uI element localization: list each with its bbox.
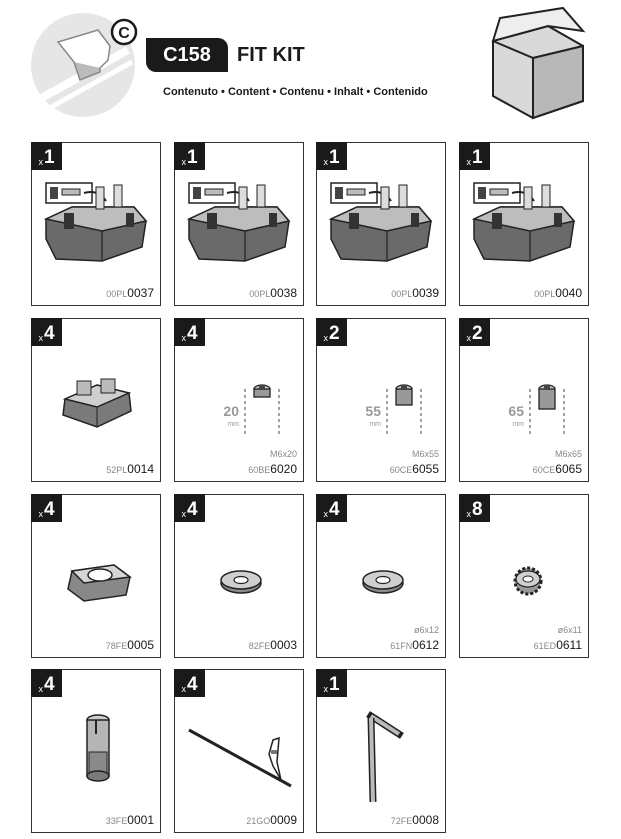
mm-unit-label: mm (512, 421, 524, 428)
part-code-prefix: 61FN (390, 641, 413, 651)
quantity-badge: x 4 (31, 494, 62, 522)
part-code-number: 0040 (555, 286, 582, 300)
kit-item-card (31, 318, 161, 482)
part-code-prefix: 61ED (533, 641, 557, 651)
quantity-badge: x 4 (174, 318, 205, 346)
mm-unit-label: mm (227, 421, 239, 428)
part-code (249, 638, 297, 652)
circle-letter: C (118, 25, 130, 42)
part-code (106, 638, 154, 652)
part-code (106, 462, 154, 476)
part-code-number: 6065 (555, 462, 582, 476)
part-code-prefix: 21GO (246, 816, 271, 826)
part-code-number: 0003 (270, 638, 297, 652)
quantity-badge: x 4 (174, 494, 205, 522)
quantity-value: 4 (186, 674, 198, 695)
part-code (391, 286, 439, 300)
part-code (391, 813, 439, 827)
part-code-prefix: 52PL (106, 465, 128, 475)
kit-item-card (174, 494, 304, 658)
part-code-number: 0039 (412, 286, 439, 300)
part-code (534, 286, 582, 300)
part-code (534, 638, 582, 652)
part-code-number: 0037 (127, 286, 154, 300)
part-code-prefix: 60CE (389, 465, 413, 475)
quantity-badge: x 4 (316, 494, 347, 522)
part-code (246, 813, 297, 827)
roof-rack-foot-logo (28, 10, 138, 120)
part-code-number: 0612 (412, 638, 439, 652)
part-code-prefix: 72FE (390, 816, 413, 826)
bolt-length-label: 20 (223, 403, 239, 419)
quantity-badge: x 1 (174, 142, 205, 170)
part-code (248, 462, 297, 476)
quantity-value: 4 (43, 323, 55, 344)
item-spec: M6x65 (554, 449, 582, 459)
part-code-number: 0008 (412, 813, 439, 827)
kit-item-card (31, 142, 161, 306)
quantity-value: 1 (471, 147, 483, 168)
kit-title: FIT KIT (237, 44, 305, 66)
kit-box-illustration (478, 6, 598, 126)
part-code-prefix: 00PL (391, 289, 413, 299)
kit-item-card (459, 142, 589, 306)
quantity-badge: x 1 (316, 142, 347, 170)
kit-item-card (31, 494, 161, 658)
part-code (533, 462, 582, 476)
part-code-number: 0001 (127, 813, 154, 827)
quantity-value: 2 (471, 323, 483, 344)
kit-item-card (316, 142, 446, 306)
kit-item-card (316, 669, 446, 833)
part-code (106, 286, 154, 300)
quantity-value: 1 (328, 674, 340, 695)
part-code-number: 0005 (127, 638, 154, 652)
part-code (249, 286, 297, 300)
item-spec: ø6x12 (413, 625, 439, 635)
quantity-value: 8 (471, 499, 483, 520)
part-code-prefix: 33FE (105, 816, 128, 826)
kit-item-card (31, 669, 161, 833)
mm-unit-label: mm (369, 421, 381, 428)
part-code (390, 638, 439, 652)
quantity-value: 1 (186, 147, 198, 168)
part-code-number: 0009 (270, 813, 297, 827)
item-spec: M6x55 (411, 449, 439, 459)
kit-item-card (174, 142, 304, 306)
quantity-badge: x 4 (31, 669, 62, 697)
quantity-value: 4 (186, 323, 198, 344)
kit-item-card (316, 494, 446, 658)
part-code-prefix: 60BE (248, 465, 271, 475)
quantity-value: 1 (43, 147, 55, 168)
part-code-prefix: 00PL (249, 289, 271, 299)
quantity-badge: x 1 (31, 142, 62, 170)
part-code-prefix: 00PL (106, 289, 128, 299)
bolt-length-label: 65 (508, 403, 524, 419)
quantity-value: 1 (328, 147, 340, 168)
part-code-number: 0014 (127, 462, 154, 476)
kit-item-card (174, 669, 304, 833)
quantity-value: 4 (43, 499, 55, 520)
quantity-badge: x 2 (459, 318, 490, 346)
kit-item-card (459, 318, 589, 482)
item-spec: M6x20 (269, 449, 297, 459)
part-code (390, 462, 439, 476)
kit-item-card (316, 318, 446, 482)
item-spec: ø6x11 (557, 625, 582, 635)
kit-item-card (174, 318, 304, 482)
kit-number-badge: C158 (146, 38, 228, 72)
quantity-badge: x 2 (316, 318, 347, 346)
part-code-prefix: 78FE (105, 641, 128, 651)
quantity-value: 2 (328, 323, 340, 344)
bolt-length-label: 55 (365, 403, 381, 419)
quantity-value: 4 (328, 499, 340, 520)
part-code (106, 813, 154, 827)
quantity-badge: x 4 (31, 318, 62, 346)
quantity-badge: x 1 (459, 142, 490, 170)
part-code-number: 6020 (270, 462, 297, 476)
quantity-badge: x 4 (174, 669, 205, 697)
part-code-prefix: 60CE (532, 465, 556, 475)
part-code-number: 0038 (270, 286, 297, 300)
quantity-value: 4 (186, 499, 198, 520)
quantity-value: 4 (43, 674, 55, 695)
quantity-badge: x 1 (316, 669, 347, 697)
part-code-prefix: 00PL (534, 289, 556, 299)
content-subtitle: Contenuto • Content • Contenu • Inhalt • Contenido (163, 86, 428, 98)
part-code-number: 6055 (412, 462, 439, 476)
part-code-number: 0611 (556, 638, 582, 652)
part-code-prefix: 82FE (248, 641, 271, 651)
quantity-badge: x 8 (459, 494, 490, 522)
kit-item-card (459, 494, 589, 658)
